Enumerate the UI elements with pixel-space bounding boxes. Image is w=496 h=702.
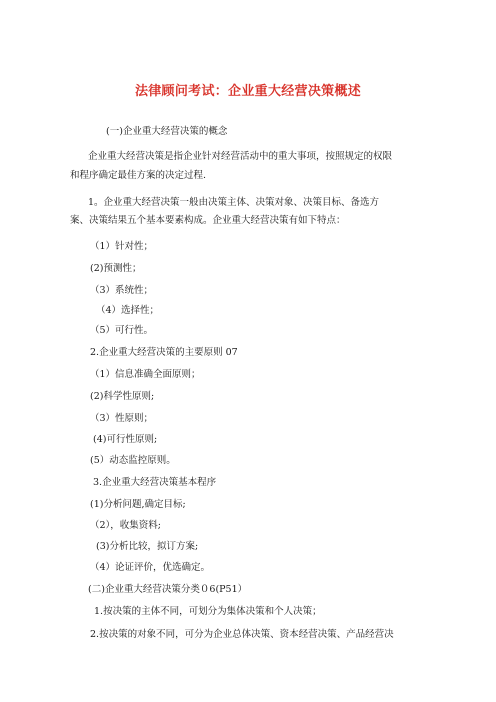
list-item: （1）信息准确全面原则；	[90, 369, 201, 380]
list-item: （2），收集资料;	[90, 520, 161, 531]
list-item: (1)分析问题,确定目标;	[90, 499, 186, 510]
list-item: (2)预测性；	[90, 263, 142, 274]
paragraph-line: 企业重大经营决策是指企业针对经营活动中的重大事项，按照规定的权限	[88, 151, 393, 162]
list-item: (5）动态监控原则。	[90, 455, 176, 466]
section-heading-procedure: 3.企业重大经营决策基本程序	[93, 477, 217, 488]
section-heading-principles: 2.企业重大经营决策的主要原则 07	[90, 347, 238, 358]
list-item: 1.按决策的主体不同，可划分为集体决策和个人决策；	[94, 606, 322, 617]
list-item: （3）性原则；	[90, 413, 154, 424]
list-item: （4）论证评价，优选确定。	[90, 562, 211, 573]
list-item: (2)科学性原则;	[90, 391, 155, 402]
list-item: （5）可行性。	[90, 325, 154, 336]
list-item: (4)可行性原则;	[93, 434, 158, 445]
paragraph-line: 案、决策结果五个基本要素构成。企业重大经营决策有如下特点：	[70, 215, 346, 226]
list-item: (3)分析比较，拟订方案;	[96, 541, 199, 552]
paragraph-line: 和程序确定最佳方案的决定过程.	[70, 170, 207, 181]
list-item: （1）针对性；	[90, 241, 154, 252]
section-heading-concept: (一)企业重大经营决策的概念	[106, 126, 228, 137]
list-item: 2.按决策的对象不同，可分为企业总体决策、资本经营决策、产品经营决	[90, 629, 394, 640]
paragraph-line: 1。企业重大经营决策一般由决策主体、决策对象、决策目标、备选方	[88, 197, 380, 208]
list-item: （4）选择性；	[96, 305, 160, 316]
list-item: （3）系统性；	[90, 285, 154, 296]
section-heading-classification: (二)企业重大经营决策分类０6(P51）	[88, 584, 248, 595]
document-title: 法律顾问考试：企业重大经营决策概述	[134, 84, 362, 99]
